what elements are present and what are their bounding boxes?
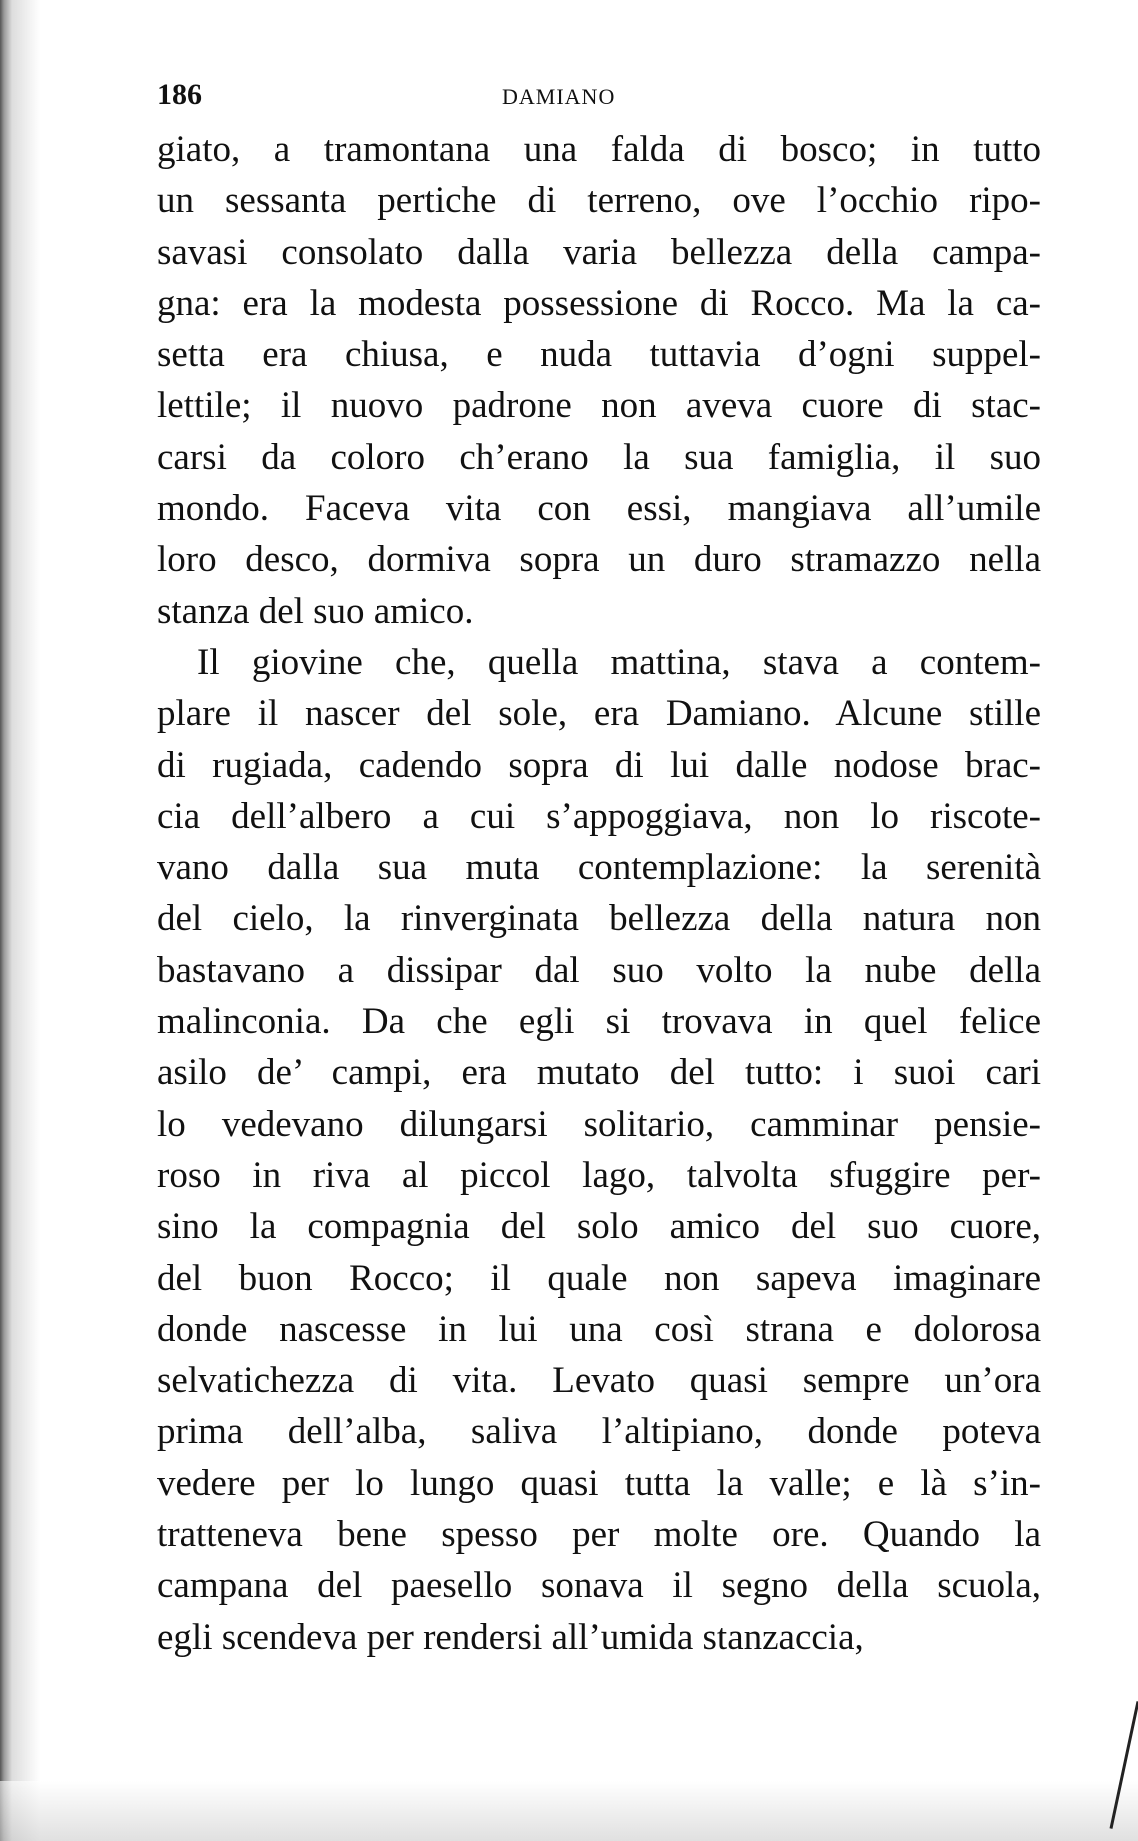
text-line: tratteneva bene spesso per molte ore. Quando la [157,1514,1041,1556]
text-line: plare il nascer del sole, era Damiano. Alcune stille [157,693,1041,735]
text-line: lo vedevano dilungarsi solitario, camminar pensie- [157,1103,1041,1145]
text-line: giato, a tramontana una falda di bosco; in tutto [157,129,1041,170]
page-body [157,124,1041,1663]
scan-edge-shadow [0,0,40,1841]
text-line: sino la compagnia del solo amico del suo cuore, [157,1206,1041,1248]
text-line: selvatichezza di vita. Levato quasi sempre un’ora [157,1360,1041,1402]
text-line: asilo de’ campi, era mutato del tutto: i suoi cari [157,1052,1041,1094]
text-line: lettile; il nuovo padrone non aveva cuore di stac- [157,385,1041,427]
text-line: roso in riva al piccol lago, talvolta sfuggire per- [157,1154,1041,1196]
text-line: donde nascesse in lui una così strana e dolorosa [157,1308,1041,1350]
text-line: prima dell’alba, saliva l’altipiano, donde poteva [157,1411,1041,1453]
page-header [157,78,1041,118]
text-line: savasi consolato dalla varia bellezza della campa- [157,231,1041,273]
scan-bottom-noise [0,1781,1138,1841]
text-line: cia dell’albero a cui s’appoggiava, non lo riscote- [157,795,1041,837]
text-line: mondo. Faceva vita con essi, mangiava all’umile [157,488,1041,530]
text-line: bastavano a dissipar dal suo volto la nube della [157,949,1041,991]
text-line: di rugiada, cadendo sopra di lui dalle nodose brac- [157,744,1041,786]
text-line: carsi da coloro ch’erano la sua famiglia, il suo [157,436,1041,478]
text-line: stanza del suo amico. [157,590,474,632]
running-title: DAMIANO [502,84,616,109]
text-line: del cielo, la rinverginata bellezza della natura non [157,898,1041,940]
text-line: gna: era la modesta possessione di Rocco. Ma la ca- [157,282,1041,324]
text-line: egli scendeva per rendersi all’umida stanzaccia, [157,1616,864,1658]
page-number: 186 [157,78,202,111]
text-line: del buon Rocco; il quale non sapeva imaginare [157,1257,1041,1299]
text-line: vedere per lo lungo quasi tutta la valle; e là s’in- [157,1462,1041,1504]
text-line: malinconia. Da che egli si trovava in quel felice [157,1001,1041,1043]
text-line: setta era chiusa, e nuda tuttavia d’ogni suppel- [157,334,1041,376]
text-line: vano dalla sua muta contemplazione: la serenità [157,847,1041,889]
text-line: un sessanta pertiche di terreno, ove l’occhio ripo- [157,180,1041,222]
text-line: loro desco, dormiva sopra un duro stramazzo nella [157,539,1041,581]
text-line: campana del paesello sonava il segno della scuola, [157,1565,1041,1607]
text-line: Il giovine che, quella mattina, stava a contem- [197,641,1041,683]
